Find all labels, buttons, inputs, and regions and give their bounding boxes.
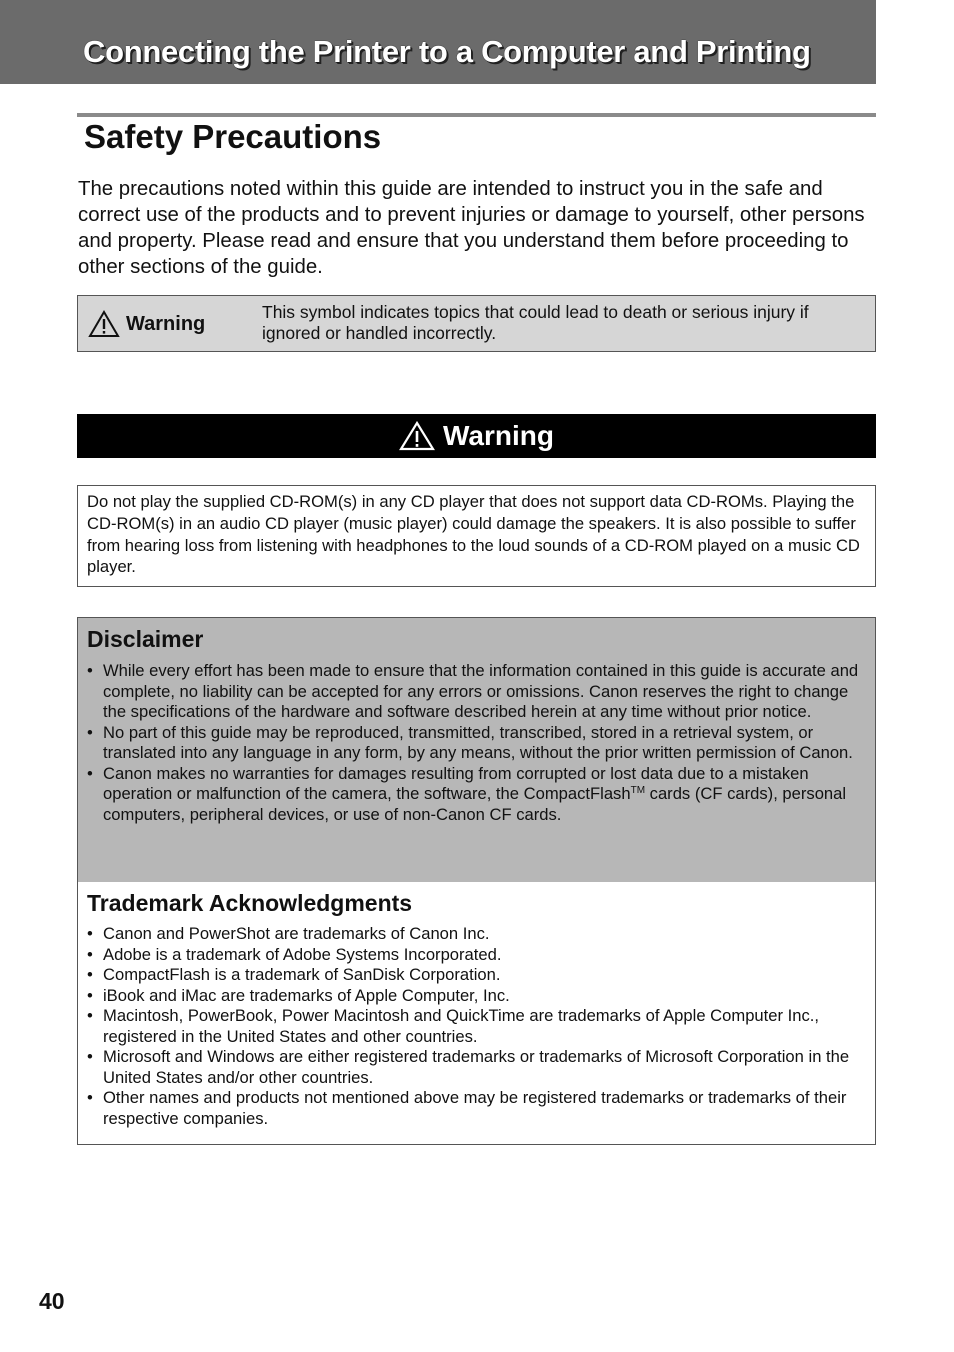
page-number: 40 (39, 1288, 65, 1314)
warning-banner (77, 414, 876, 458)
list-item (87, 1006, 863, 1047)
chapter-header-bar (0, 0, 876, 84)
intro-paragraph: The precautions noted within this guide are intended to instruct you in the safe and correct use of the products and to prevent injuries or damage to yourself, other persons and property. Please read and ensure that you understand them before proceeding to other sections of the guide. (78, 178, 865, 278)
list-item-text: While every effort has been made to ensure that the information contained in this guide is accurate and complete, no liability can be accepted for any errors or omissions. Canon reserves the right to change the specifications of the hardware and software described herein at any time without prior notice. (103, 661, 859, 721)
disclaimer-heading: Disclaimer (87, 626, 204, 652)
symbol-legend (77, 295, 876, 352)
list-item-text: Macintosh, PowerBook, Power Macintosh and QuickTime are trademarks of Apple Computer Inc., registered in the United States and other countries. (103, 1006, 819, 1046)
list-item (87, 986, 863, 1007)
bullet: • (87, 965, 93, 984)
list-item-text: No part of this guide may be reproduced, transmitted, transcribed, stored in a retrieval system, or translated into any language in any form, by any means, without the prior written permission of Canon. (103, 722, 853, 762)
warning-triangle-icon (399, 421, 435, 451)
list-item-text: Microsoft and Windows are either registered trademarks or trademarks of Microsoft Corporation in the United States and/or other countries. (103, 1047, 850, 1087)
list-item (87, 661, 863, 723)
legend-description: This symbol indicates topics that could lead to death or serious injury if ignored or handled incorrectly. (262, 302, 809, 343)
bullet: • (87, 944, 93, 964)
list-item-text: Other names and products not mentioned above may be registered trademarks or trademarks of their respective companies. (103, 1088, 847, 1128)
list-item (87, 764, 863, 826)
section-title: Safety Precautions (84, 118, 382, 155)
trademark-superscript: TM (630, 785, 646, 796)
bullet: • (87, 1047, 93, 1066)
warning-text-box (77, 485, 876, 587)
list-item (87, 945, 863, 966)
bullet: • (87, 985, 93, 1005)
trademarks-heading: Trademark Acknowledgments (87, 890, 413, 916)
disclaimer-panel (78, 618, 875, 882)
list-item-text: iBook and iMac are trademarks of Apple Computer, Inc. (103, 985, 510, 1005)
list-item (87, 1047, 863, 1088)
list-item-text-continued: cards (CF cards), personal computers, peripheral devices, or use of non-Canon CF cards. (103, 784, 847, 824)
chapter-title: Connecting the Printer to a Computer and Printing (83, 34, 811, 69)
list-item (87, 1088, 863, 1129)
bullet: • (87, 924, 93, 943)
disclaimer-box (77, 617, 876, 1145)
trademarks-list (87, 924, 863, 1129)
bullet: • (87, 1006, 93, 1025)
legend-label (88, 310, 205, 338)
list-item (87, 723, 863, 764)
disclaimer-list (87, 661, 863, 825)
section-divider (77, 113, 876, 117)
list-item-text: Canon makes no warranties for damages resulting from corrupted or lost data due to a mistaken operation or malfunction of the camera, the software, the CompactFlash (103, 763, 809, 803)
list-item (87, 924, 863, 945)
bullet: • (87, 661, 93, 680)
list-item-text: CompactFlash is a trademark of SanDisk Corporation. (103, 965, 501, 984)
warning-triangle-icon (88, 310, 120, 338)
bullet: • (87, 1088, 93, 1107)
list-item-text: Canon and PowerShot are trademarks of Canon Inc. (103, 924, 490, 943)
list-item (87, 965, 863, 986)
bullet: • (87, 763, 93, 783)
warning-banner-title: Warning (443, 420, 554, 451)
bullet: • (87, 722, 93, 742)
legend-label-text: Warning (126, 312, 206, 335)
list-item-text: Adobe is a trademark of Adobe Systems Incorporated. (103, 944, 502, 964)
warning-text: Do not play the supplied CD-ROM(s) in any CD player that does not support data CD-ROMs. Playing the CD-ROM(s) in an audio CD player (music player) could damage the speakers. It is also possible to suffer from hearing loss from listening with headphones to the loud sounds of a CD-ROM played on a music CD player. (87, 492, 860, 577)
